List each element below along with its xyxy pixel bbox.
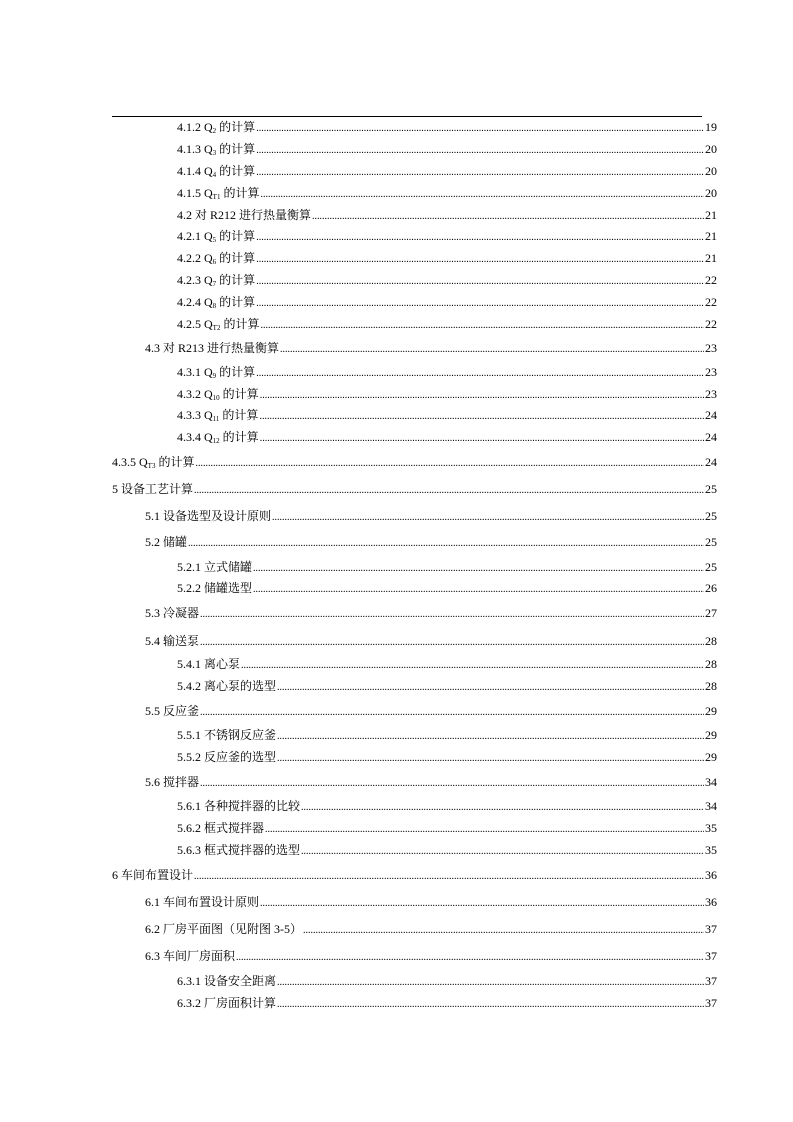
- header-rule: [112, 116, 702, 117]
- toc-entry-title: 5.6.1 各种搅拌器的比较: [177, 799, 301, 813]
- toc-page-number: 21: [705, 229, 717, 243]
- toc-entry-title: 4.3.2 $Q_{10}$ 的计算: [177, 387, 259, 402]
- toc-entry-title: 5.5.1 不锈钢反应釜: [177, 728, 277, 742]
- toc-leader-dots: [272, 509, 704, 525]
- toc-entry[interactable]: [177, 186, 717, 202]
- toc-entry[interactable]: [145, 949, 717, 965]
- toc-entry-title: 4.1.5 $Q_{T1}$ 的计算: [177, 186, 260, 201]
- toc-leader-dots: [303, 922, 704, 938]
- toc-page-number: 21: [705, 208, 717, 222]
- toc-entry[interactable]: [177, 728, 717, 744]
- toc-page-number: 36: [705, 868, 717, 882]
- toc-entry[interactable]: [177, 750, 717, 766]
- toc-entry[interactable]: [177, 974, 717, 990]
- toc-entry[interactable]: [177, 581, 717, 597]
- toc-leader-dots: [200, 634, 704, 650]
- toc-leader-dots: [194, 868, 704, 884]
- toc-entry[interactable]: [177, 365, 717, 381]
- toc-leader-dots: [195, 455, 704, 471]
- toc-entry-title: 4.1.3 $Q_3$ 的计算: [177, 142, 256, 157]
- toc-entry-title: 5 设备工艺计算: [112, 482, 194, 496]
- toc-entry[interactable]: [177, 657, 717, 673]
- toc-page-number: 19: [705, 120, 717, 134]
- toc-entry-title: 5.1 设备选型及设计原则: [145, 509, 272, 523]
- toc-page-number: 24: [705, 408, 717, 422]
- toc-entry-title: 4.2.5 $Q_{T2}$ 的计算: [177, 317, 260, 332]
- toc-page-number: 20: [705, 142, 717, 156]
- toc-page-number: 36: [705, 895, 717, 909]
- toc-leader-dots: [277, 996, 704, 1012]
- toc-leader-dots: [277, 974, 704, 990]
- toc-leader-dots: [260, 317, 704, 333]
- toc-leader-dots: [253, 581, 704, 597]
- toc-entry[interactable]: [177, 164, 717, 180]
- toc-page-number: 29: [705, 728, 717, 742]
- toc-page-number: 37: [705, 996, 717, 1010]
- toc-leader-dots: [188, 535, 704, 551]
- toc-entry[interactable]: [145, 922, 717, 938]
- toc-page-number: 23: [705, 387, 717, 401]
- toc-leader-dots: [260, 186, 704, 202]
- toc-page-number: 29: [705, 750, 717, 764]
- toc-leader-dots: [256, 273, 704, 289]
- toc-entry-title: 5.3 冷凝器: [145, 606, 200, 620]
- toc-leader-dots: [256, 365, 704, 381]
- toc-page-number: 34: [705, 799, 717, 813]
- toc-page-number: 20: [705, 186, 717, 200]
- toc-leader-dots: [236, 949, 704, 965]
- toc-leader-dots: [253, 560, 704, 576]
- toc-entry-title: 5.5.2 反应釜的选型: [177, 750, 277, 764]
- toc-entry[interactable]: [177, 273, 717, 289]
- toc-entry[interactable]: [112, 482, 717, 498]
- toc-entry[interactable]: [177, 560, 717, 576]
- toc-entry-title: 6.2 厂房平面图（见附图 3-5）: [145, 922, 302, 936]
- toc-entry-title: 5.2.2 储罐选型: [177, 581, 253, 595]
- toc-entry[interactable]: [145, 704, 717, 720]
- toc-page-number: 21: [705, 251, 717, 265]
- toc-page-number: 28: [705, 634, 717, 648]
- toc-page-number: 25: [705, 509, 717, 523]
- toc-page-number: 28: [705, 679, 717, 693]
- toc-entry-title: 4.3 对 R213 进行热量衡算: [145, 341, 280, 355]
- toc-entry-title: 5.6.3 框式搅拌器的选型: [177, 843, 301, 857]
- toc-entry[interactable]: [145, 775, 717, 791]
- toc-entry[interactable]: [177, 996, 717, 1012]
- toc-entry[interactable]: [177, 120, 717, 136]
- toc-leader-dots: [256, 251, 704, 267]
- toc-entry-title: 4.3.1 $Q_9$ 的计算: [177, 365, 256, 380]
- toc-page-number: 20: [705, 164, 717, 178]
- toc-entry-title: 6 车间布置设计: [112, 868, 194, 882]
- toc-page-number: 26: [705, 581, 717, 595]
- toc-page-number: 37: [705, 949, 717, 963]
- toc-entry[interactable]: [145, 606, 717, 622]
- toc-page-number: 37: [705, 922, 717, 936]
- toc-entry[interactable]: [112, 868, 717, 884]
- toc-entry-title: 4.2.1 $Q_5$ 的计算: [177, 229, 256, 244]
- toc-entry-title: 4.2.3 $Q_7$ 的计算: [177, 273, 256, 288]
- toc-entry-title: 4.3.4 $Q_{12}$ 的计算: [177, 430, 259, 445]
- toc-leader-dots: [259, 408, 704, 424]
- toc-entry[interactable]: [177, 821, 717, 837]
- toc-entry[interactable]: [145, 895, 717, 911]
- toc-entry-title: 6.3.1 设备安全距离: [177, 974, 277, 988]
- toc-leader-dots: [200, 606, 704, 622]
- toc-page-number: 24: [705, 455, 717, 469]
- toc-leader-dots: [277, 750, 704, 766]
- toc-entry-title: 4.3.5 $Q_{T3}$ 的计算: [112, 455, 195, 470]
- toc-entry-title: 4.1.4 $Q_4$ 的计算: [177, 164, 256, 179]
- toc-entry[interactable]: [177, 229, 717, 245]
- toc-entry-title: 5.4.2 离心泵的选型: [177, 679, 277, 693]
- toc-entry-title: 6.3 车间厂房面积: [145, 949, 236, 963]
- toc-page-number: 24: [705, 430, 717, 444]
- toc-entry-title: 6.1 车间布置设计原则: [145, 895, 260, 909]
- toc-leader-dots: [200, 775, 704, 791]
- toc-leader-dots: [301, 843, 704, 859]
- toc-entry-title: 5.2.1 立式储罐: [177, 560, 253, 574]
- toc-page-number: 22: [705, 317, 717, 331]
- toc-page-number: 23: [705, 341, 717, 355]
- toc-leader-dots: [280, 341, 704, 357]
- toc-leader-dots: [200, 704, 704, 720]
- toc-entry-title: 5.6 搅拌器: [145, 775, 200, 789]
- toc-entry[interactable]: [112, 455, 717, 471]
- toc-leader-dots: [241, 657, 704, 673]
- toc-page-number: 22: [705, 273, 717, 287]
- toc-entry[interactable]: [145, 509, 717, 525]
- toc-entry[interactable]: [177, 430, 717, 446]
- toc-leader-dots: [260, 387, 704, 403]
- toc-page-number: 25: [705, 535, 717, 549]
- toc-leader-dots: [277, 728, 704, 744]
- toc-leader-dots: [194, 482, 704, 498]
- toc-leader-dots: [265, 821, 704, 837]
- toc-leader-dots: [301, 799, 704, 815]
- toc-entry-title: 5.4.1 离心泵: [177, 657, 241, 671]
- toc-page-number: 29: [705, 704, 717, 718]
- toc-leader-dots: [260, 895, 704, 911]
- toc-entry[interactable]: [177, 295, 717, 311]
- toc-entry[interactable]: [177, 387, 717, 403]
- toc-entry-title: 5.2 储罐: [145, 535, 188, 549]
- toc-leader-dots: [312, 208, 704, 224]
- toc-page-number: 35: [705, 821, 717, 835]
- toc-entry-title: 4.2.4 $Q_8$ 的计算: [177, 295, 256, 310]
- toc-entry-title: 6.3.2 厂房面积计算: [177, 996, 277, 1010]
- toc-entry[interactable]: [177, 843, 717, 859]
- toc-page-number: 22: [705, 295, 717, 309]
- toc-entry-title: 4.2 对 R212 进行热量衡算: [177, 208, 312, 222]
- toc-entry[interactable]: [177, 408, 717, 424]
- toc-entry[interactable]: [177, 208, 717, 224]
- toc-leader-dots: [256, 164, 704, 180]
- toc-entry-title: 5.6.2 框式搅拌器: [177, 821, 265, 835]
- toc-leader-dots: [256, 120, 704, 136]
- toc-entry[interactable]: [177, 317, 717, 333]
- toc-page-number: 37: [705, 974, 717, 988]
- toc-entry[interactable]: [145, 341, 717, 357]
- toc-leader-dots: [256, 229, 704, 245]
- toc-entry-title: 5.4 输送泵: [145, 634, 200, 648]
- toc-leader-dots: [256, 295, 704, 311]
- toc-page-number: 34: [705, 775, 717, 789]
- toc-page-number: 35: [705, 843, 717, 857]
- toc-entry-title: 4.1.2 $Q_2$ 的计算: [177, 120, 256, 135]
- toc-page-number: 27: [705, 606, 717, 620]
- toc-entry-title: 5.5 反应釜: [145, 704, 200, 718]
- toc-leader-dots: [277, 679, 704, 695]
- toc-page-number: 28: [705, 657, 717, 671]
- toc-entry[interactable]: [177, 251, 717, 267]
- toc-page-number: 25: [705, 560, 717, 574]
- toc-page-number: 25: [705, 482, 717, 496]
- toc-leader-dots: [256, 142, 704, 158]
- toc-entry-title: 4.2.2 $Q_6$ 的计算: [177, 251, 256, 266]
- toc-entry[interactable]: [177, 799, 717, 815]
- toc-page-number: 23: [705, 365, 717, 379]
- toc-entry-title: 4.3.3 $Q_{11}$ 的计算: [177, 408, 259, 423]
- toc-entry[interactable]: [145, 634, 717, 650]
- toc-leader-dots: [260, 430, 704, 446]
- toc-entry[interactable]: [177, 142, 717, 158]
- toc-entry[interactable]: [177, 679, 717, 695]
- toc-entry[interactable]: [145, 535, 717, 551]
